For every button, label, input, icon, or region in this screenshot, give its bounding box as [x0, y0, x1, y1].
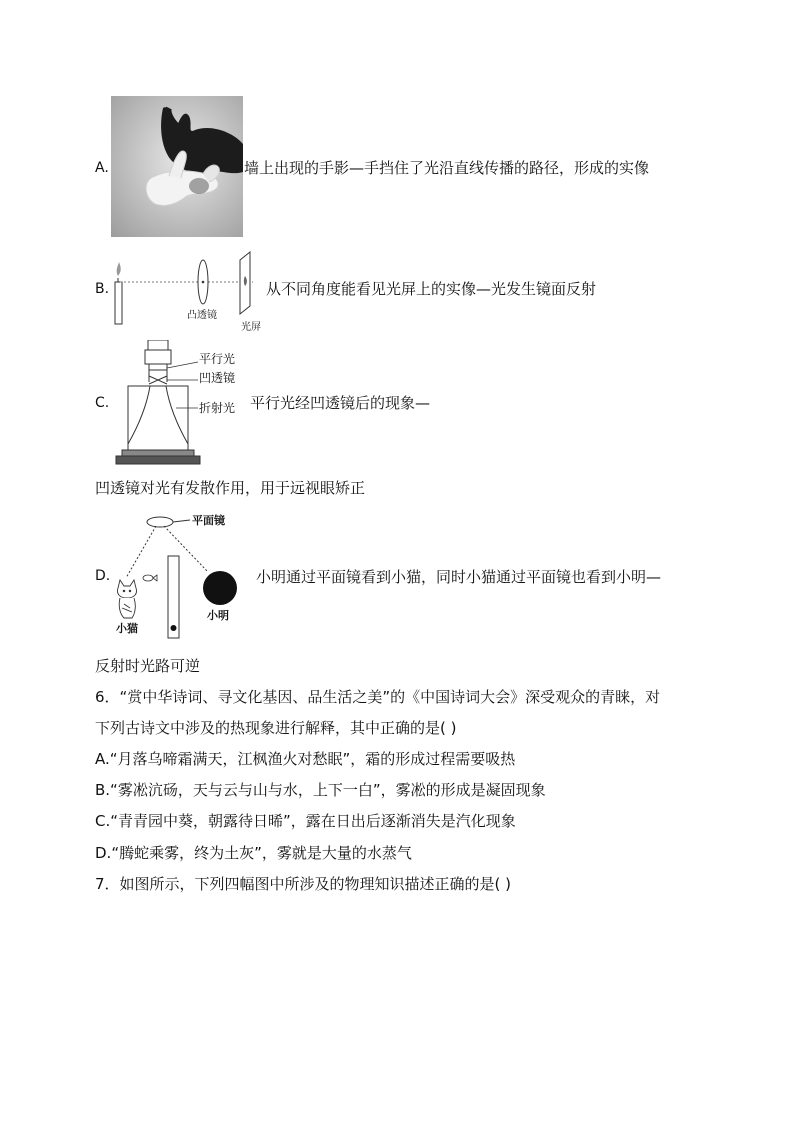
option-b-text: 从不同角度能看见光屏上的实像—光发生镜面反射 [266, 280, 597, 298]
option-b-label: B. [95, 281, 110, 297]
light-screen-caption: 光屏 [241, 322, 261, 333]
q6-option-d: D.“腾蛇乘雾，终为土灰”，雾就是大量的水蒸气 [95, 844, 412, 862]
person-icon [203, 571, 237, 605]
q6-option-c: C.“青青园中葵，朝露待日晞”，露在日出后逐渐消失是汽化现象 [95, 812, 516, 830]
candle-flame-icon [117, 262, 121, 276]
q6-stem-line1: 6．“赏中华诗词、寻文化基因、品生活之美”的《中国诗词大会》深受观众的青睐，对 [95, 688, 661, 706]
option-a-text: 墙上出现的手影—手挡住了光沿直线传播的路径，形成的实像 [244, 159, 650, 177]
plane-mirror-caption: 平面镜 [192, 514, 225, 527]
q6-stem-line2: 下列古诗文中涉及的热现象进行解释，其中正确的是( ) [95, 719, 457, 737]
fish-icon [143, 575, 157, 581]
option-c-text-continued: 凹透镜对光有发散作用，用于远视眼矫正 [95, 479, 366, 497]
option-a-label: A. [95, 160, 109, 176]
refracted-light-caption: 折射光 [199, 401, 236, 415]
concave-lens-caption: 凹透镜 [199, 371, 236, 385]
convex-lens-caption: 凸透镜 [187, 310, 217, 321]
q7-stem: 7．如图所示，下列四幅图中所涉及的物理知识描述正确的是( ) [95, 875, 512, 893]
q6-option-b: B.“雾凇沆砀，天与云与山与水，上下一白”，雾凇的形成是凝固现象 [95, 781, 546, 799]
person-caption: 小明 [207, 609, 229, 622]
plane-mirror-icon [147, 517, 173, 527]
plane-mirror-figure [110, 508, 250, 640]
q6-option-a: A.“月落乌啼霜满天，江枫渔火对愁眠”，霜的形成过程需要吸热 [95, 750, 516, 768]
cat-caption: 小猫 [116, 622, 138, 635]
option-d-label: D. [95, 568, 111, 584]
option-c-text: 平行光经凹透镜后的现象— [250, 394, 431, 412]
option-d-text-continued: 反射时光路可逆 [95, 657, 201, 675]
option-c-label: C. [95, 395, 110, 411]
concave-lens-figure [112, 340, 202, 466]
hand-shadow-photo [111, 96, 243, 237]
option-d-text: 小明通过平面镜看到小猫，同时小猫通过平面镜也看到小明— [256, 568, 662, 586]
parallel-light-caption: 平行光 [199, 352, 236, 366]
cat-icon [117, 580, 136, 618]
